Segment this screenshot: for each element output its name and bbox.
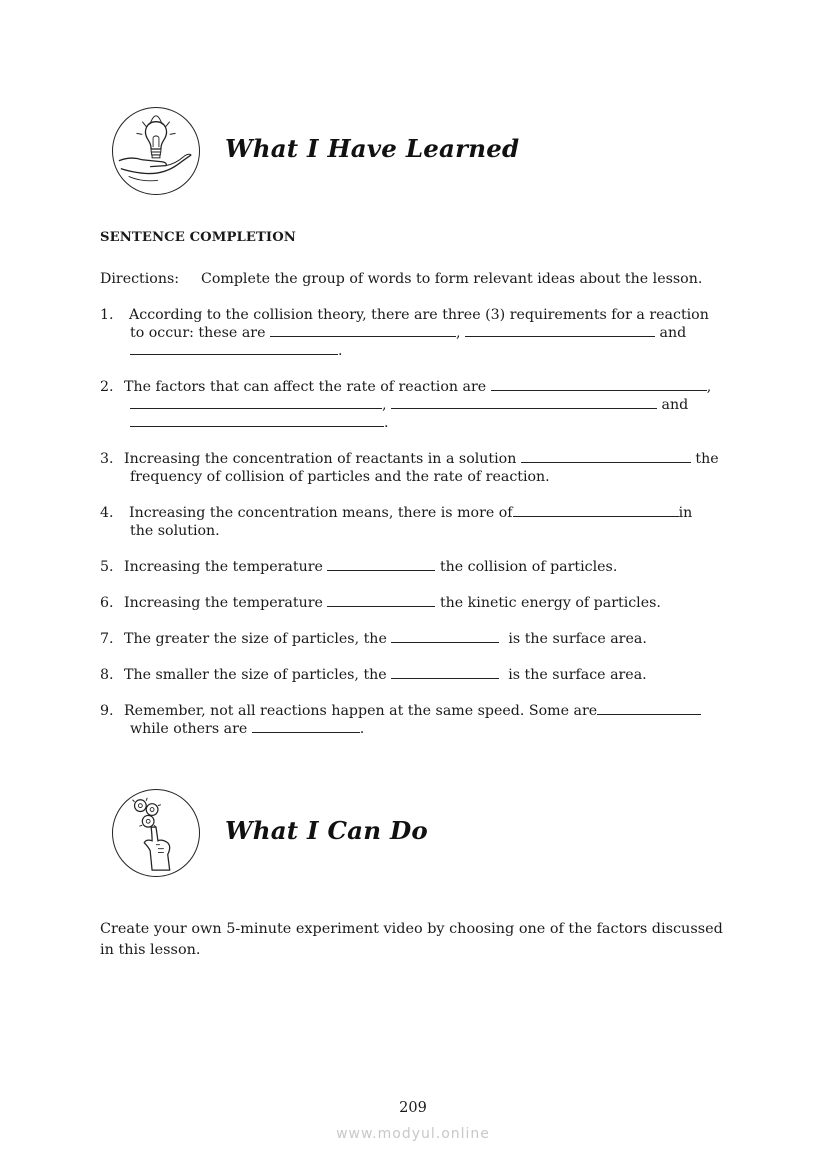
question-4	[100, 504, 728, 540]
question-text: in	[678, 505, 693, 521]
question-text: The smaller the size of particles, the	[124, 667, 387, 683]
answer-blank[interactable]	[130, 415, 384, 427]
question-8	[100, 666, 728, 684]
lightbulb-in-hand-icon	[112, 107, 200, 195]
answer-blank[interactable]	[130, 343, 338, 355]
item-number: 5.	[100, 559, 114, 575]
question-text: and	[659, 325, 687, 341]
question-7	[100, 630, 728, 648]
item-number: 9.	[100, 703, 114, 719]
answer-blank[interactable]	[327, 559, 435, 571]
item-number: 1.	[100, 307, 114, 323]
question-text: to occur:	[130, 325, 194, 341]
question-text: .	[338, 343, 343, 359]
item-number: 8.	[100, 667, 114, 683]
question-text: Increasing the concentration means, there is more of	[129, 505, 513, 521]
question-3	[100, 450, 728, 486]
item-number: 2.	[100, 379, 114, 395]
question-5	[100, 558, 728, 576]
item-number: 6.	[100, 595, 114, 611]
hand-with-gears-icon	[112, 789, 200, 877]
answer-blank[interactable]	[391, 667, 499, 679]
question-2	[100, 378, 728, 432]
question-text: is the surface area.	[508, 631, 647, 647]
question-text: frequency of collision of particles and the rate of reaction.	[130, 469, 550, 485]
answer-blank[interactable]	[327, 595, 435, 607]
answer-blank[interactable]	[597, 703, 701, 715]
answer-blank[interactable]	[521, 451, 691, 463]
page-number: 209	[399, 1100, 427, 1116]
question-text: the solution.	[130, 523, 220, 539]
question-text: while others are	[130, 721, 248, 737]
question-text: The greater the size of particles, the	[124, 631, 387, 647]
question-1	[100, 306, 728, 360]
question-text: Increasing the temperature	[124, 595, 323, 611]
subheading: SENTENCE COMPLETION	[100, 230, 296, 245]
question-text: and	[661, 397, 689, 413]
item-number: 4.	[100, 505, 114, 521]
answer-blank[interactable]	[491, 379, 707, 391]
directions-text: Complete the group of words to form relevant ideas about the lesson.	[201, 271, 703, 287]
question-text: the	[695, 451, 719, 467]
question-text: The factors that can affect the rate of reaction are	[124, 379, 487, 395]
question-text: .	[384, 415, 389, 431]
answer-blank[interactable]	[391, 631, 499, 643]
question-text: is the surface area.	[508, 667, 647, 683]
answer-blank[interactable]	[130, 397, 382, 409]
answer-blank[interactable]	[465, 325, 655, 337]
answer-blank[interactable]	[252, 721, 360, 733]
question-text: ,	[706, 379, 712, 395]
question-text: ,	[456, 325, 461, 341]
answer-blank[interactable]	[513, 505, 679, 517]
question-text: Remember, not all reactions happen at the same speed. Some are	[124, 703, 598, 719]
question-text: Increasing the temperature	[124, 559, 323, 575]
question-9	[100, 702, 728, 738]
item-number: 7.	[100, 631, 114, 647]
question-text: the kinetic energy of particles.	[439, 595, 661, 611]
question-text: According to the collision theory, there are three (3) requirements for a reaction	[129, 307, 709, 323]
question-text: are	[241, 325, 266, 341]
answer-blank[interactable]	[391, 397, 657, 409]
directions-label: Directions:	[100, 271, 180, 287]
question-text: .	[359, 721, 365, 737]
section-title-what-i-have-learned: What I Have Learned	[225, 134, 520, 163]
item-number: 3.	[100, 451, 114, 467]
question-text: these	[198, 325, 238, 341]
answer-blank[interactable]	[270, 325, 456, 337]
question-text: Increasing the concentration of reactants in a solution	[124, 451, 517, 467]
question-6	[100, 594, 728, 612]
activity-instructions: Create your own 5-minute experiment video by choosing one of the factors discussed in this lesson.	[100, 921, 723, 958]
section-title-what-i-can-do: What I Can Do	[225, 816, 428, 845]
watermark: www.modyul.online	[336, 1126, 490, 1142]
directions	[100, 271, 702, 287]
question-text: ,	[382, 397, 387, 413]
question-text: the collision of particles.	[439, 559, 618, 575]
